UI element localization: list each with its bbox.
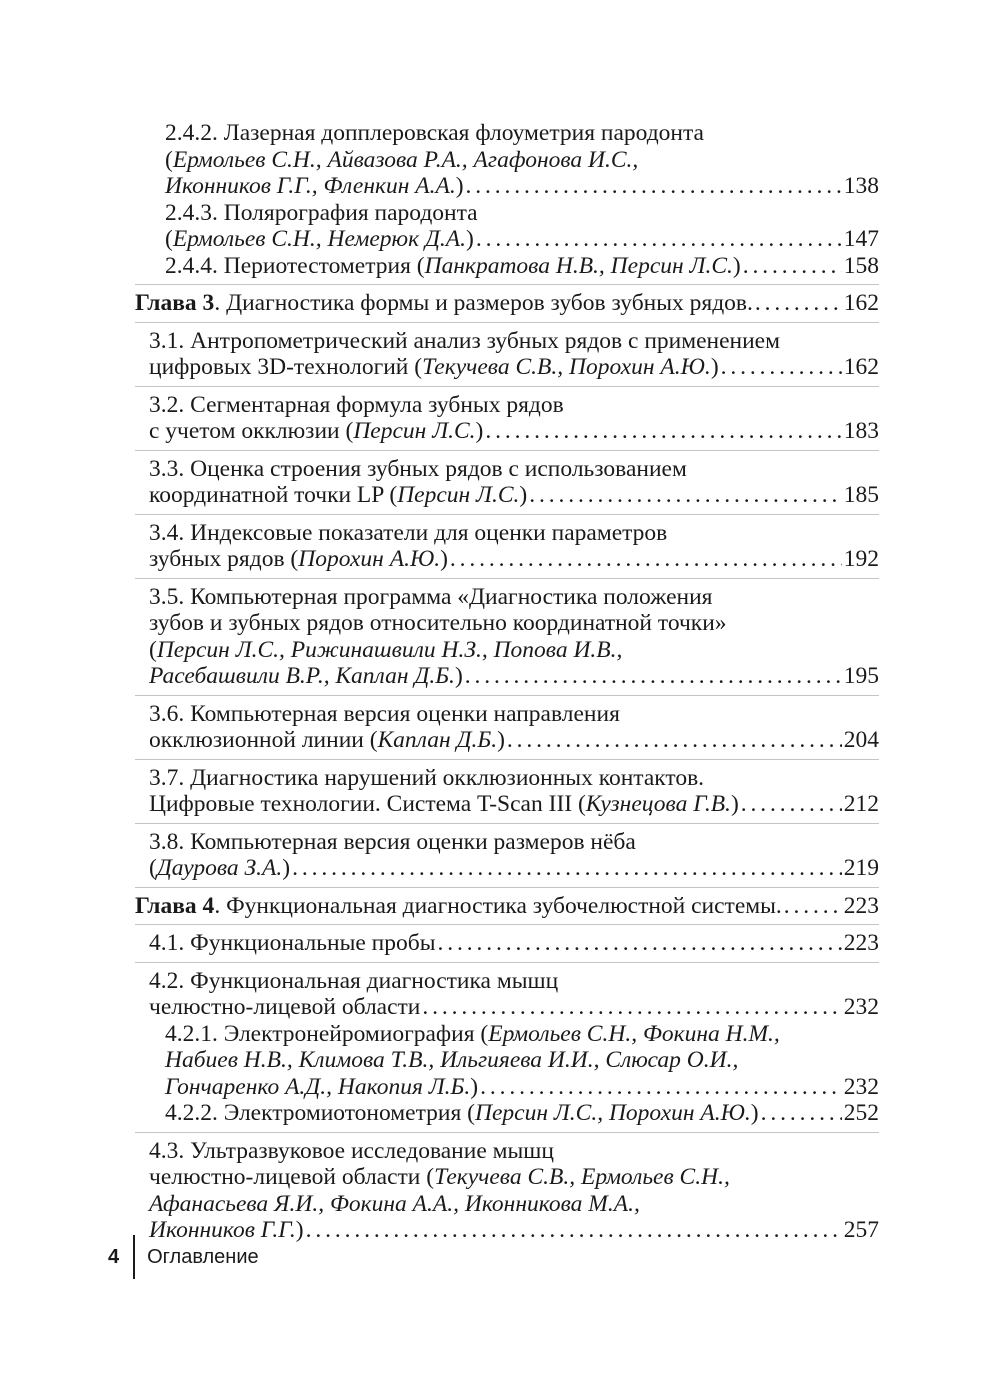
toc-entry-line: Набиев Н.В., Климова Т.В., Ильгияева И.И., Слюсар О.И.,	[165, 1047, 739, 1073]
toc-entry-line: 4.2.1. Электронейромиография (Ермольев С.Н., Фокина Н.М.,	[165, 1020, 780, 1047]
toc-entry-text: Гончаренко А.Д., Накопия Л.Б.)	[165, 1073, 479, 1100]
dot-leader	[721, 354, 842, 381]
toc-entry-line: 3.5. Компьютерная программа «Диагностика положения	[149, 583, 713, 610]
dot-leader	[529, 482, 842, 509]
toc-entry-text: Иконников Г.Г., Фленкин А.А.)	[165, 173, 464, 199]
toc-entry-final-line	[135, 893, 879, 920]
toc-entry-final-line	[149, 791, 879, 818]
toc-page-number: 232	[843, 1073, 879, 1100]
toc-entry-final-line	[135, 290, 879, 317]
dot-leader	[438, 930, 842, 957]
toc-entry-line: 4.3. Ультразвуковое исследование мышц	[149, 1137, 554, 1164]
toc-entry-text: окклюзионной линии (Каплан Д.Б.)	[149, 727, 505, 753]
toc-entry-line: 2.4.3. Полярография пародонта	[165, 199, 478, 226]
toc-entry-4-2-2[interactable]	[135, 1100, 879, 1127]
toc-entry-text: Глава 3. Диагностика формы и размеров зубов зубных рядов.	[135, 290, 753, 316]
toc-entry-text: зубных рядов (Порохин А.Ю.)	[149, 546, 448, 572]
toc-entry-final-line	[149, 546, 879, 573]
toc-entry-4-1[interactable]	[135, 924, 879, 957]
toc-entry-text: Глава 4. Функциональная диагностика зубочелюстной системы.	[135, 892, 782, 919]
dot-leader	[741, 791, 842, 818]
toc-entry-line: Афанасьева Я.И., Фокина А.А., Иконникова М.А.,	[149, 1190, 640, 1217]
table-of-contents	[135, 120, 879, 1244]
toc-entry-text: с учетом окклюзии (Персин Л.С.)	[149, 418, 484, 444]
toc-entry-final-line	[149, 663, 879, 690]
toc-page-number: 219	[843, 855, 879, 881]
toc-page-number: 192	[843, 546, 879, 572]
toc-entry-final-line	[165, 1074, 879, 1101]
dot-leader	[466, 173, 842, 200]
toc-page-number: 252	[843, 1100, 879, 1126]
toc-entry-line: 3.7. Диагностика нарушений окклюзионных контактов.	[149, 764, 705, 791]
toc-entry-line: 3.3. Оценка строения зубных рядов с использованием	[149, 455, 687, 482]
toc-entry-3-2[interactable]	[135, 386, 879, 445]
toc-entry-text: (Ермольев С.Н., Немерюк Д.А.)	[165, 226, 474, 252]
toc-entry-3-1[interactable]	[135, 322, 879, 381]
dot-leader	[755, 290, 842, 317]
dot-leader	[306, 1217, 842, 1244]
toc-entry-line: 3.8. Компьютерная версия оценки размеров нёба	[149, 828, 636, 855]
toc-entry-final-line	[165, 226, 879, 253]
dot-leader	[485, 418, 841, 445]
toc-entry-text: 4.1. Функциональные пробы	[149, 930, 436, 956]
toc-page-number: 212	[843, 791, 879, 817]
toc-page-number: 257	[843, 1217, 879, 1243]
toc-page-number: 223	[843, 892, 879, 919]
toc-entry-final-line	[149, 418, 879, 445]
toc-entry-text: 4.2.2. Электромиотонометрия (Персин Л.С., Порохин А.Ю.)	[165, 1100, 759, 1126]
toc-entry-line: 3.2. Сегментарная формула зубных рядов	[149, 391, 564, 418]
toc-page-number: 232	[843, 994, 879, 1020]
toc-entry-line: челюстно-лицевой области (Текучева С.В., Ермольев С.Н.,	[149, 1164, 730, 1190]
toc-entry-text: челюстно-лицевой области	[149, 994, 421, 1020]
toc-entry-text: цифровых 3D-технологий (Текучева С.В., Порохин А.Ю.)	[149, 354, 719, 380]
toc-entry-line: (Персин Л.С., Рижинашвили Н.З., Попова И.В.,	[149, 636, 623, 663]
dot-leader	[743, 253, 842, 280]
toc-entry-text: Иконников Г.Г.)	[149, 1217, 304, 1243]
page-number: 4	[108, 1245, 120, 1268]
toc-page-number: 183	[843, 418, 879, 444]
footer-divider	[133, 1235, 135, 1279]
dot-leader	[465, 663, 842, 690]
toc-entry-final-line	[165, 173, 879, 200]
toc-entry-3-4[interactable]	[135, 514, 879, 573]
toc-entry-final-line	[165, 253, 879, 280]
toc-page-number: 204	[843, 727, 879, 753]
toc-page-number: 195	[843, 663, 879, 689]
toc-entry-3-6[interactable]	[135, 695, 879, 754]
toc-page-number: 158	[843, 252, 879, 279]
dot-leader	[507, 727, 842, 754]
toc-entry-3-3[interactable]	[135, 450, 879, 509]
toc-entry-2-4-3[interactable]	[135, 200, 879, 253]
toc-page-number: 147	[843, 226, 879, 252]
toc-entry-line: 2.4.2. Лазерная допплеровская флоуметрия пародонта	[165, 120, 704, 146]
toc-entry-text: 2.4.4. Периотестометрия (Панкратова Н.В., Персин Л.С.)	[165, 252, 741, 279]
toc-entry-final-line	[149, 727, 879, 754]
toc-entry-final-line	[149, 994, 879, 1021]
toc-entry-final-line	[149, 482, 879, 509]
toc-entry-ch4[interactable]	[135, 887, 879, 920]
toc-entry-final-line	[165, 1100, 879, 1127]
page-footer	[108, 1235, 259, 1279]
toc-entry-final-line	[149, 354, 879, 381]
toc-entry-final-line	[149, 930, 879, 957]
toc-entry-2-4-2[interactable]	[135, 120, 879, 200]
toc-entry-4-2[interactable]	[135, 962, 879, 1021]
toc-entry-text: координатной точки LP (Персин Л.С.)	[149, 482, 528, 508]
toc-entry-2-4-4[interactable]	[135, 253, 879, 280]
toc-entry-4-2-1[interactable]	[135, 1021, 879, 1101]
toc-page-number: 162	[843, 354, 879, 380]
toc-entry-3-5[interactable]	[135, 578, 879, 690]
toc-entry-4-3[interactable]	[135, 1132, 879, 1244]
toc-page-number: 223	[843, 930, 879, 956]
toc-entry-line: 4.2. Функциональная диагностика мышц	[149, 967, 559, 994]
toc-entry-text: Цифровые технологии. Система T-Scan III (Кузнецова Г.В.)	[149, 791, 739, 817]
toc-page-number: 162	[843, 290, 879, 316]
dot-leader	[292, 855, 842, 882]
toc-entry-3-7[interactable]	[135, 759, 879, 818]
toc-entry-text: (Даурова З.А.)	[149, 855, 291, 881]
toc-entry-line: (Ермольев С.Н., Айвазова Р.А., Агафонова И.С.,	[165, 146, 639, 173]
toc-page-number: 138	[843, 173, 879, 199]
dot-leader	[784, 893, 842, 920]
toc-entry-line: 3.1. Антропометрический анализ зубных рядов с применением	[149, 327, 780, 354]
toc-entry-text: Расебашвили В.Р., Каплан Д.Б.)	[149, 663, 463, 689]
dot-leader	[450, 546, 842, 573]
dot-leader	[476, 226, 842, 253]
toc-page-number: 185	[843, 482, 879, 508]
dot-leader	[422, 994, 841, 1021]
running-title: Оглавление	[147, 1245, 259, 1268]
toc-entry-line: 3.4. Индексовые показатели для оценки параметров	[149, 519, 668, 546]
toc-entry-line: 3.6. Компьютерная версия оценки направления	[149, 700, 620, 727]
dot-leader	[761, 1100, 842, 1127]
toc-entry-line: зубов и зубных рядов относительно координатной точки»	[149, 610, 727, 636]
toc-entry-3-8[interactable]	[135, 823, 879, 882]
toc-entry-ch3[interactable]	[135, 284, 879, 317]
dot-leader	[480, 1074, 842, 1101]
toc-entry-final-line	[149, 855, 879, 882]
